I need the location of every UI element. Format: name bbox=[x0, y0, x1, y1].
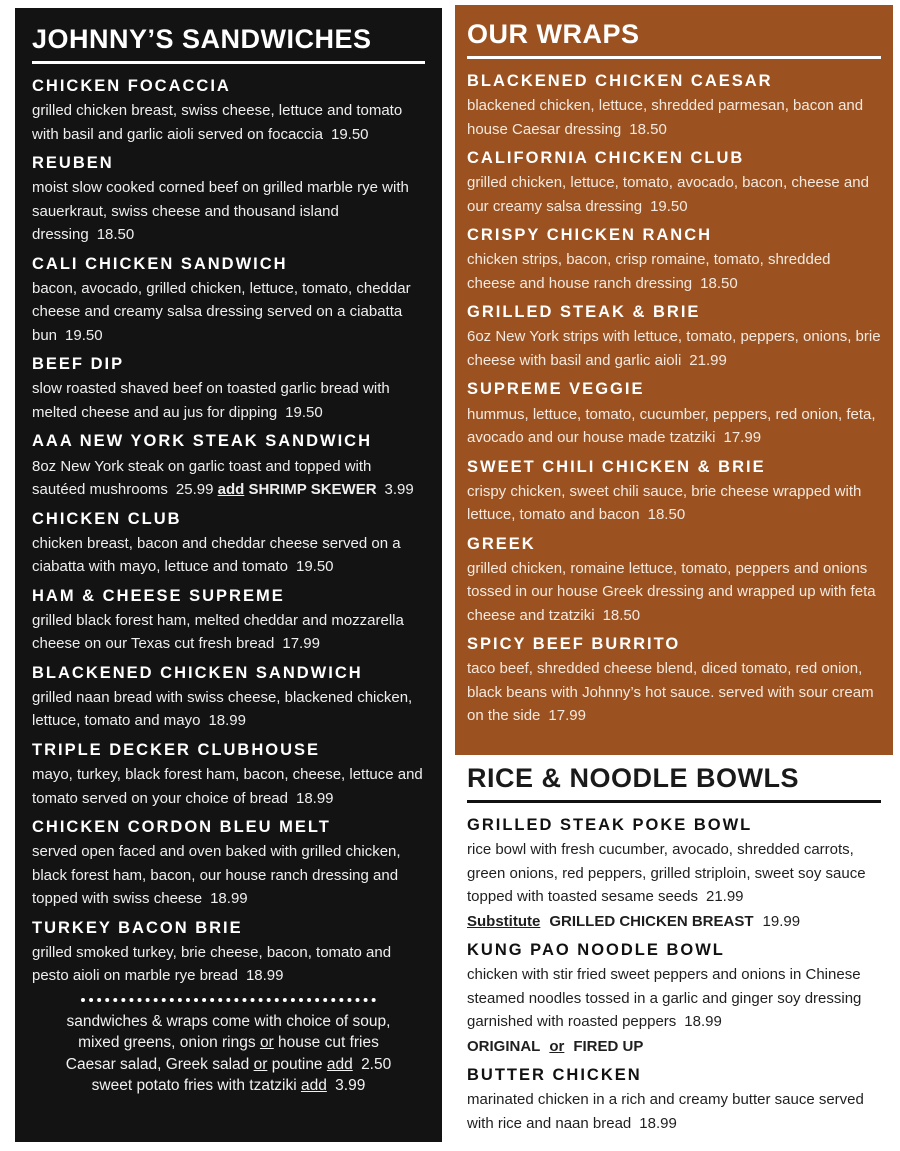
item-description bbox=[467, 838, 881, 909]
item-desc-text: blackened chicken, lettuce, shredded parmesan, bacon and house Caesar dressing bbox=[467, 97, 864, 138]
item-price: 17.99 bbox=[723, 429, 762, 447]
item-price: 18.50 bbox=[700, 274, 738, 292]
item-desc-text: bacon, avocado, grilled chicken, lettuce, tomato, cheddar cheese and creamy salsa dressing served on a ciabatta bun bbox=[32, 279, 411, 344]
item-desc-text: crispy chicken, sweet chili sauce, brie cheese wrapped with lettuce, tomato and bacon bbox=[467, 482, 862, 524]
item-options-note bbox=[467, 1035, 881, 1059]
item-description bbox=[32, 176, 425, 247]
item-name: CRISPY CHICKEN RANCH bbox=[467, 226, 713, 245]
item-desc-text: slow roasted shaved beef on toasted garlic bread with melted cheese and au jus for dipping bbox=[32, 380, 390, 421]
text-segment: sweet potato fries with tzatziki bbox=[91, 1077, 297, 1095]
item-price: 18.50 bbox=[602, 606, 641, 624]
item-price: 19.50 bbox=[330, 125, 369, 143]
item-description bbox=[32, 686, 425, 733]
menu-item bbox=[32, 663, 425, 733]
item-description bbox=[32, 941, 425, 988]
item-description bbox=[467, 480, 881, 527]
item-name: REUBEN bbox=[32, 154, 114, 173]
item-name: CALI CHICKEN SANDWICH bbox=[32, 254, 288, 273]
item-name: BLACKENED CHICKEN SANDWICH bbox=[32, 663, 363, 682]
menu-item bbox=[467, 148, 881, 218]
item-desc-text: mayo, turkey, black forest ham, bacon, cheese, lettuce and tomato served on your choice of bread bbox=[32, 766, 423, 807]
item-desc-text: chicken breast, bacon and cheddar cheese served on a ciabatta with mayo, lettuce and tomato bbox=[32, 534, 401, 576]
item-name: CHICKEN CLUB bbox=[32, 509, 182, 528]
menu-item bbox=[467, 225, 881, 295]
item-addon-label: add bbox=[217, 481, 245, 499]
item-desc-text: hummus, lettuce, tomato, cucumber, peppers, red onion, feta, avocado and our house made tzatziki bbox=[467, 405, 876, 447]
bowls-section bbox=[455, 763, 893, 1151]
item-name: GRILLED STEAK POKE BOWL bbox=[467, 816, 753, 835]
menu-item bbox=[32, 76, 425, 146]
text-segment-underlined: or bbox=[259, 1034, 274, 1052]
menu-item bbox=[467, 1065, 881, 1135]
item-desc-text: rice bowl with fresh cucumber, avocado, shredded carrots, green onions, red peppers, grilled striploin, sweet soy sauce topped with toasted sesame seeds bbox=[467, 841, 866, 906]
item-name: CHICKEN CORDON BLEU MELT bbox=[32, 818, 331, 837]
menu-item bbox=[467, 379, 881, 449]
option-label: ORIGINAL bbox=[467, 1037, 541, 1055]
item-name: GRILLED STEAK & BRIE bbox=[467, 303, 701, 322]
addon-price: 3.99 bbox=[335, 1077, 366, 1095]
item-description bbox=[467, 557, 881, 628]
item-desc-text: 8oz New York steak on garlic toast and topped with sautéed mushrooms bbox=[32, 457, 372, 499]
item-description bbox=[467, 1088, 881, 1135]
item-desc-text: chicken with stir fried sweet peppers and onions in Chinese steamed noodles tossed in a garlic and ginger soy dressing garnished with roasted peppers bbox=[467, 966, 862, 1031]
substitute-price: 19.99 bbox=[762, 912, 801, 930]
wraps-title: OUR WRAPS bbox=[467, 19, 640, 49]
item-price: 25.99 bbox=[175, 481, 214, 499]
item-name: SUPREME VEGGIE bbox=[467, 380, 645, 399]
item-description bbox=[32, 840, 425, 911]
item-desc-text: moist slow cooked corned beef on grilled marble rye with sauerkraut, swiss cheese and thousand island dressing bbox=[32, 179, 409, 244]
item-price: 18.50 bbox=[647, 506, 686, 524]
item-desc-text: taco beef, shredded cheese blend, diced tomato, red onion, black beans with Johnny’s hot sauce. served with sour cream on the side bbox=[467, 660, 874, 725]
sides-note-line bbox=[32, 1011, 425, 1033]
item-description bbox=[32, 609, 425, 656]
item-price: 18.99 bbox=[210, 890, 248, 908]
item-name: AAA NEW YORK STEAK SANDWICH bbox=[32, 432, 373, 451]
menu-item bbox=[467, 634, 881, 728]
item-description bbox=[32, 455, 425, 502]
item-name: SPICY BEEF BURRITO bbox=[467, 635, 681, 654]
item-addon-price: 3.99 bbox=[384, 481, 414, 499]
item-price: 21.99 bbox=[689, 351, 727, 369]
item-name: TRIPLE DECKER CLUBHOUSE bbox=[32, 740, 321, 759]
item-name: BUTTER CHICKEN bbox=[467, 1066, 642, 1085]
item-price: 18.50 bbox=[96, 226, 135, 244]
menu-item bbox=[467, 457, 881, 527]
item-desc-text: served open faced and oven baked with grilled chicken, black forest ham, bacon, our house ranch dressing and topped with swiss cheese bbox=[32, 843, 401, 908]
item-description bbox=[467, 94, 881, 141]
item-description bbox=[32, 277, 425, 348]
text-segment: sandwiches & wraps come with choice of soup, bbox=[66, 1012, 391, 1030]
item-price: 19.50 bbox=[65, 326, 103, 344]
menu-item bbox=[467, 815, 881, 933]
item-description bbox=[467, 963, 881, 1034]
menu-item bbox=[32, 354, 425, 424]
text-segment-underlined: add bbox=[326, 1055, 353, 1073]
sandwiches-panel bbox=[15, 8, 442, 1142]
item-name: TURKEY BACON BRIE bbox=[32, 918, 243, 937]
text-segment: poutine bbox=[271, 1055, 323, 1073]
menu-item bbox=[467, 302, 881, 372]
item-name: KUNG PAO NOODLE BOWL bbox=[467, 941, 725, 960]
bowls-title: RICE & NOODLE BOWLS bbox=[467, 763, 799, 793]
menu-item bbox=[467, 534, 881, 628]
item-desc-text: grilled smoked turkey, brie cheese, bacon, tomato and pesto aioli on marble rye bread bbox=[32, 943, 392, 985]
item-name: SWEET CHILI CHICKEN & BRIE bbox=[467, 457, 766, 476]
option-label: FIRED UP bbox=[573, 1037, 644, 1055]
menu-item bbox=[32, 817, 425, 911]
text-segment: Caesar salad, Greek salad bbox=[65, 1055, 250, 1073]
item-price: 18.99 bbox=[295, 789, 334, 807]
menu-item bbox=[32, 586, 425, 656]
item-desc-text: 6oz New York strips with lettuce, tomato, peppers, onions, brie cheese with basil and garlic aioli bbox=[467, 328, 881, 369]
item-price: 21.99 bbox=[705, 888, 744, 906]
item-price: 18.50 bbox=[629, 120, 667, 138]
item-name: BEEF DIP bbox=[32, 355, 125, 374]
item-desc-text: grilled naan bread with swiss cheese, blackened chicken, lettuce, tomato and mayo bbox=[32, 688, 413, 730]
item-price: 19.50 bbox=[295, 558, 334, 576]
item-desc-text: grilled chicken, lettuce, tomato, avocado, bacon, cheese and our creamy salsa dressing bbox=[467, 174, 869, 215]
text-segment: mixed greens, onion rings bbox=[78, 1034, 256, 1052]
item-description bbox=[467, 657, 881, 728]
item-price: 19.50 bbox=[650, 197, 688, 215]
item-desc-text: grilled chicken breast, swiss cheese, lettuce and tomato with basil and garlic aioli served on focaccia bbox=[32, 102, 403, 143]
menu-item bbox=[32, 431, 425, 501]
title-rule bbox=[467, 56, 881, 59]
item-description bbox=[32, 99, 425, 146]
substitute-label: Substitute bbox=[467, 912, 541, 930]
menu-item bbox=[467, 71, 881, 141]
text-segment-underlined: add bbox=[300, 1077, 327, 1095]
dotted-divider bbox=[81, 998, 376, 1002]
item-substitute-note bbox=[467, 910, 881, 934]
item-name: BLACKENED CHICKEN CAESAR bbox=[467, 72, 773, 91]
item-description bbox=[467, 325, 881, 372]
item-name: CHICKEN FOCACCIA bbox=[32, 77, 231, 96]
menu-item bbox=[32, 740, 425, 810]
item-price: 19.50 bbox=[285, 403, 323, 421]
menu-item bbox=[32, 254, 425, 348]
item-name: HAM & CHEESE SUPREME bbox=[32, 586, 285, 605]
sides-note-line bbox=[32, 1054, 425, 1076]
sandwiches-title: JOHNNY’S SANDWICHES bbox=[32, 24, 372, 54]
text-segment-underlined: or bbox=[549, 1037, 565, 1055]
addon-price: 2.50 bbox=[361, 1055, 392, 1073]
item-name: GREEK bbox=[467, 534, 536, 553]
item-price: 18.99 bbox=[684, 1013, 722, 1031]
menu-item bbox=[32, 509, 425, 579]
menu-item bbox=[32, 153, 425, 247]
item-price: 17.99 bbox=[282, 635, 320, 653]
menu-item bbox=[467, 940, 881, 1058]
sides-note-line bbox=[32, 1032, 425, 1054]
menu-item bbox=[32, 918, 425, 988]
item-description bbox=[467, 403, 881, 450]
item-description bbox=[32, 377, 425, 424]
item-desc-text: grilled chicken, romaine lettuce, tomato, peppers and onions tossed in our house Greek dressing and wrapped up with feta cheese and tzatziki bbox=[467, 559, 876, 624]
text-segment-underlined: or bbox=[253, 1055, 268, 1073]
item-price: 18.99 bbox=[245, 967, 284, 985]
item-name: CALIFORNIA CHICKEN CLUB bbox=[467, 149, 745, 168]
sides-note-line bbox=[32, 1075, 425, 1097]
item-desc-text: marinated chicken in a rich and creamy butter sauce served with rice and naan bread bbox=[467, 1091, 864, 1132]
item-price: 18.99 bbox=[208, 712, 246, 730]
item-description bbox=[467, 171, 881, 218]
item-price: 18.99 bbox=[639, 1114, 677, 1132]
title-rule bbox=[467, 800, 881, 803]
item-addon-name: SHRIMP SKEWER bbox=[248, 481, 377, 499]
item-desc-text: grilled black forest ham, melted cheddar and mozzarella cheese on our Texas cut fresh bread bbox=[32, 611, 404, 653]
substitute-name: GRILLED CHICKEN BREAST bbox=[549, 912, 754, 930]
item-description bbox=[32, 763, 425, 810]
item-description bbox=[32, 532, 425, 579]
item-price: 17.99 bbox=[548, 707, 586, 725]
wraps-panel bbox=[455, 5, 893, 755]
item-desc-text: chicken strips, bacon, crisp romaine, tomato, shredded cheese and house ranch dressing bbox=[467, 251, 831, 292]
item-description bbox=[467, 248, 881, 295]
title-rule bbox=[32, 61, 425, 64]
sides-note bbox=[32, 998, 425, 1097]
text-segment: house cut fries bbox=[278, 1034, 379, 1052]
